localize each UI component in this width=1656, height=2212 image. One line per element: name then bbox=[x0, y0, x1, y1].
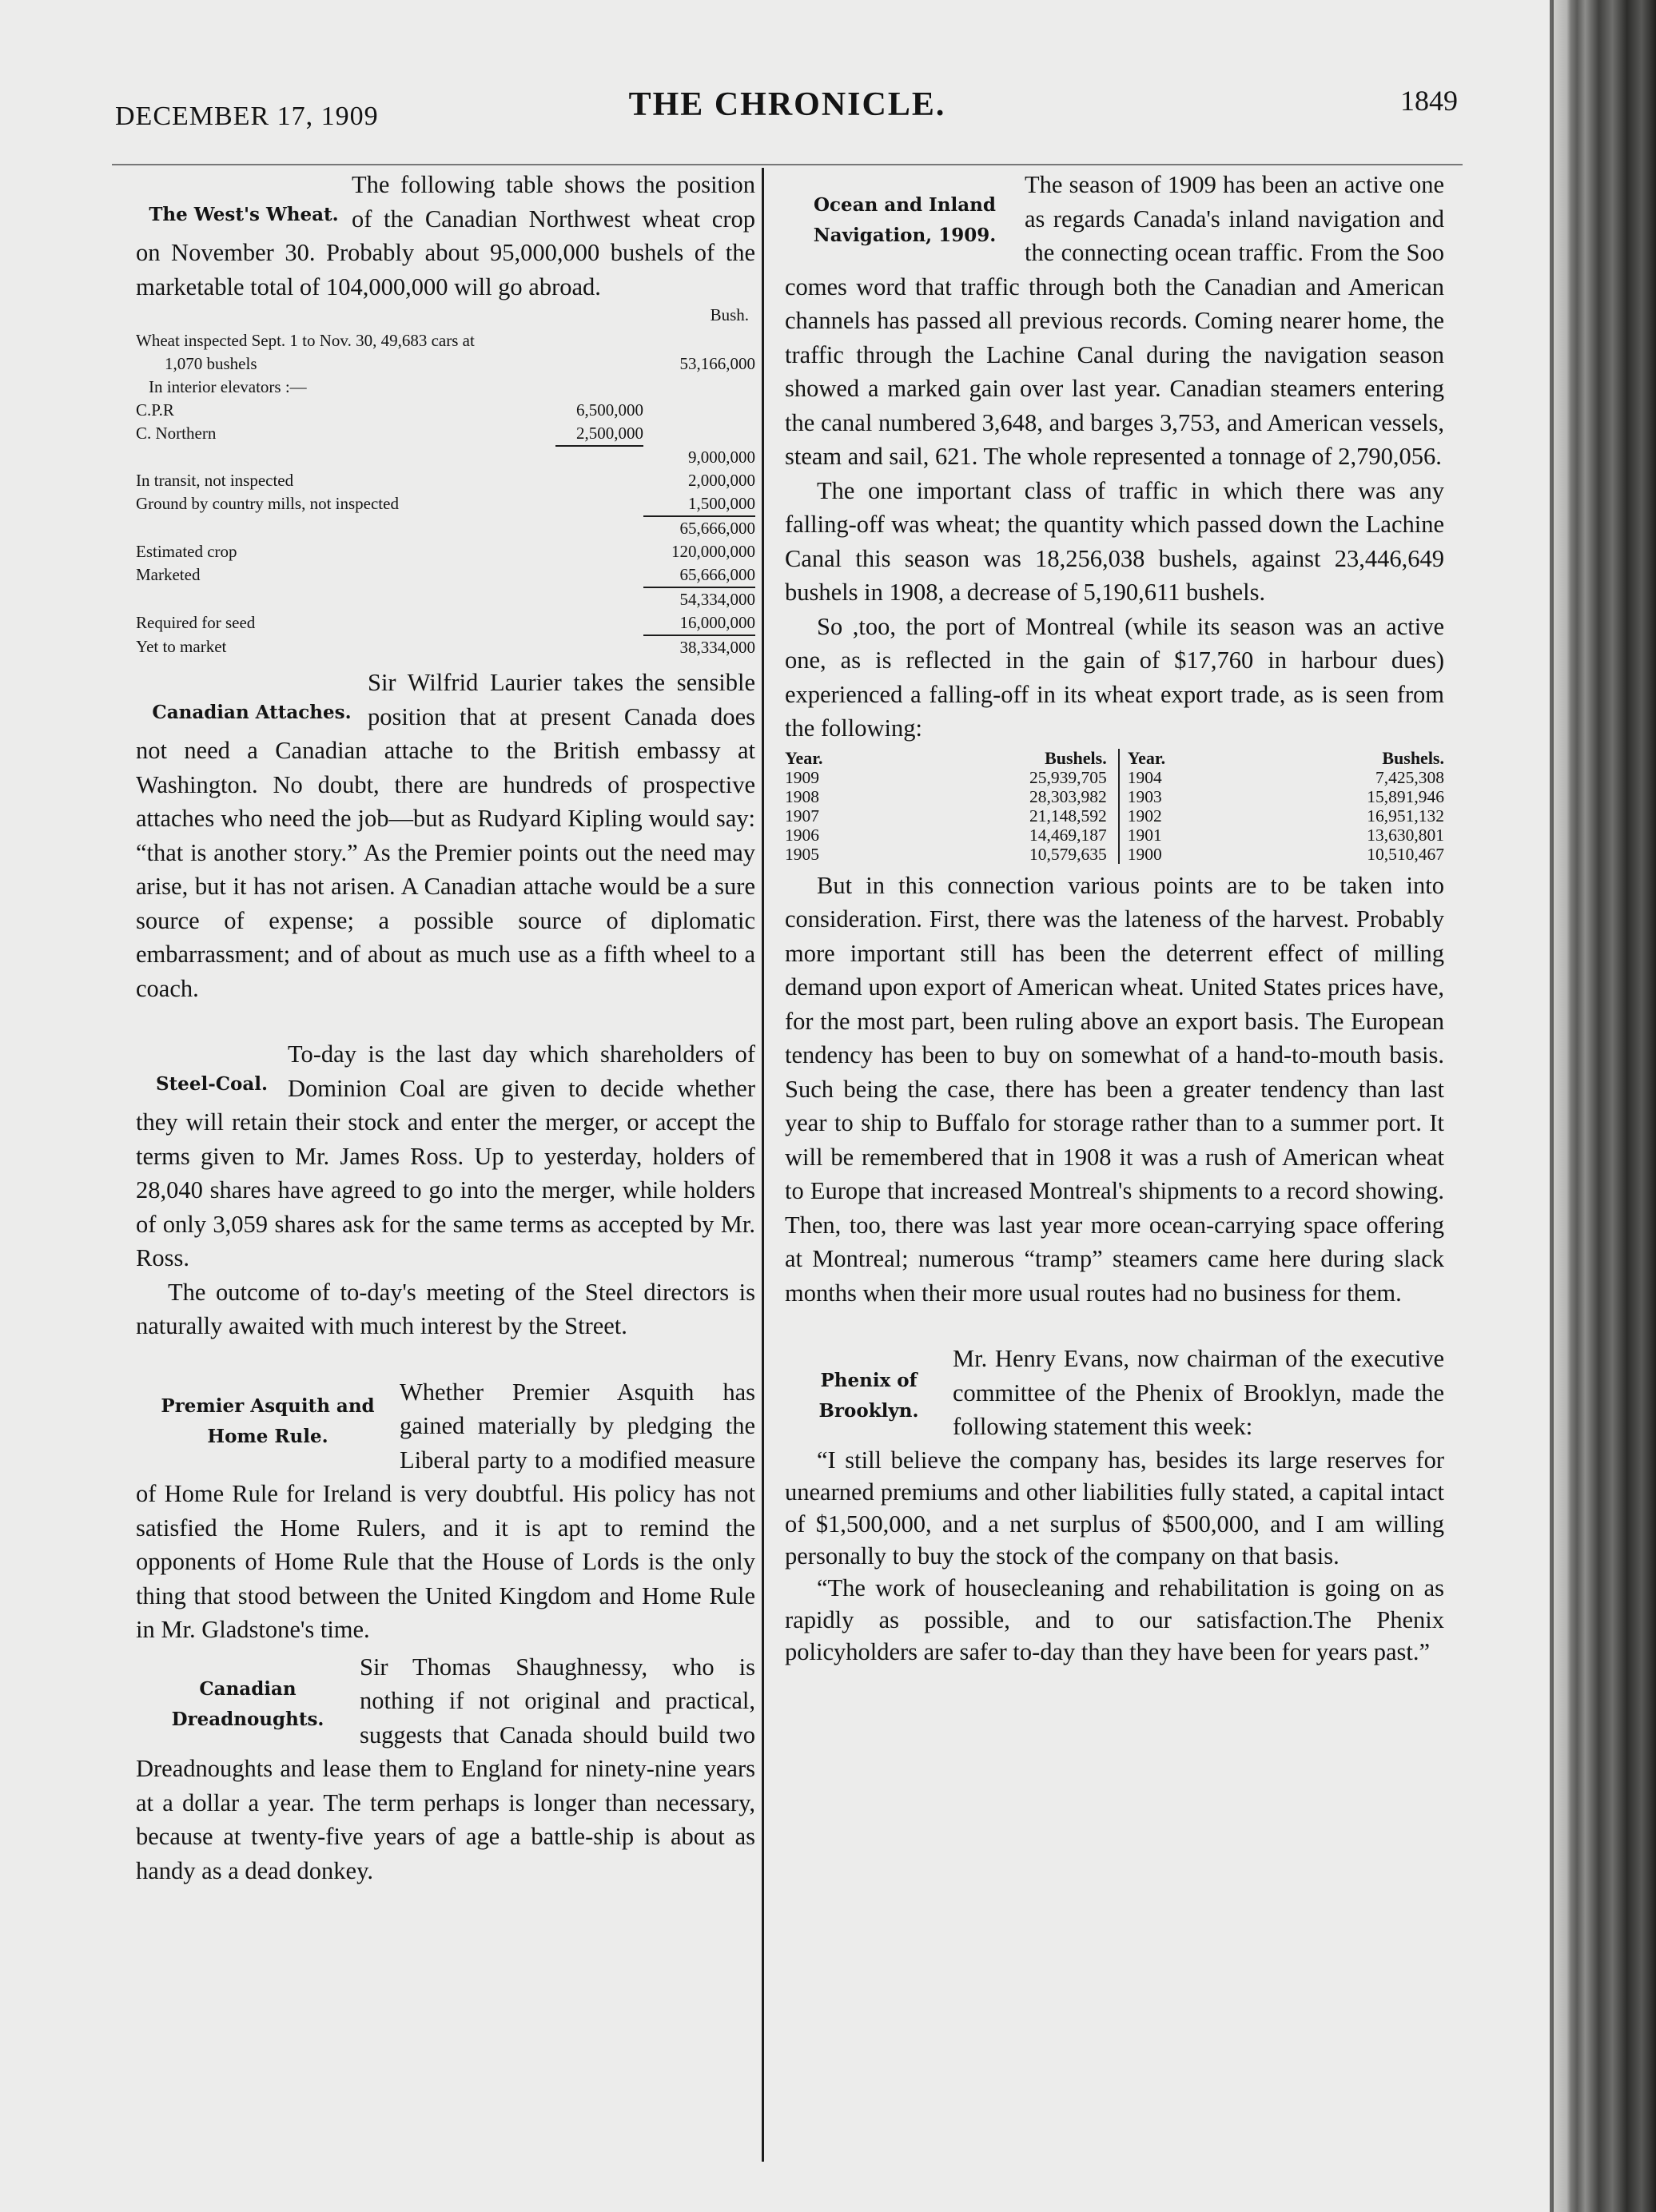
year-cell: 1904 bbox=[1127, 767, 1162, 787]
page-edge-line bbox=[1550, 0, 1554, 2212]
row-subvalue bbox=[555, 469, 643, 492]
column-header: Year. bbox=[1127, 747, 1166, 768]
year-cell: 1901 bbox=[1127, 825, 1162, 845]
header-rule bbox=[112, 164, 1463, 165]
table-row bbox=[136, 587, 755, 611]
right-column bbox=[785, 168, 1444, 1668]
table-row bbox=[136, 540, 755, 563]
bushels-cell: 7,425,308 bbox=[1375, 767, 1444, 787]
side-heading-line: Navigation, 1909. bbox=[813, 225, 997, 246]
table-row bbox=[136, 492, 755, 516]
side-heading-line: Premier Asquith and bbox=[161, 1394, 375, 1417]
row-subvalue: 2,500,000 bbox=[555, 422, 643, 446]
row-subvalue bbox=[555, 563, 643, 587]
table-row bbox=[136, 352, 755, 376]
wheat-export-table bbox=[785, 749, 1444, 864]
article-text: Mr. Henry Evans, now chairman of the executive committee of the Phenix of Brooklyn, made the following statement this week: bbox=[953, 1345, 1444, 1440]
year-cell: 1902 bbox=[1127, 806, 1162, 826]
column-header: Bushels. bbox=[885, 749, 1119, 768]
side-heading: The West's Wheat. bbox=[149, 204, 339, 225]
table-unit: Bush. bbox=[710, 305, 749, 324]
side-heading-line: Brooklyn. bbox=[818, 1400, 919, 1422]
table-row bbox=[136, 635, 755, 659]
side-heading-line: Ocean and Inland bbox=[814, 194, 996, 216]
row-label bbox=[136, 446, 555, 469]
column-divider bbox=[762, 168, 764, 2162]
year-cell: 1908 bbox=[785, 786, 819, 806]
row-label: C.P.R bbox=[136, 400, 174, 420]
publication-title: THE CHRONICLE. bbox=[628, 86, 946, 123]
year-cell: 1900 bbox=[1127, 844, 1162, 864]
bushels-cell: 10,510,467 bbox=[1367, 844, 1444, 864]
year-cell: 1903 bbox=[1127, 786, 1162, 806]
row-subvalue bbox=[555, 492, 643, 516]
table-row bbox=[785, 768, 1444, 787]
side-heading-line: Phenix of bbox=[820, 1370, 918, 1391]
row-label: In interior elevators :— bbox=[149, 377, 307, 396]
year-cell: 1909 bbox=[785, 767, 819, 787]
row-value: 65,666,000 bbox=[643, 563, 755, 587]
article-asquith-home-rule bbox=[136, 1375, 755, 1647]
bushels-cell: 15,891,946 bbox=[1367, 786, 1444, 806]
newspaper-page bbox=[112, 76, 1463, 2170]
row-subvalue bbox=[555, 611, 643, 635]
row-subvalue bbox=[555, 376, 643, 399]
row-label: In transit, not inspected bbox=[136, 471, 294, 490]
side-heading: Steel-Coal. bbox=[155, 1073, 269, 1095]
table-row bbox=[136, 469, 755, 492]
side-heading-line: Canadian bbox=[199, 1677, 297, 1700]
row-subvalue bbox=[555, 516, 643, 540]
side-heading bbox=[136, 1674, 360, 1735]
column-header: Year. bbox=[785, 747, 823, 768]
side-heading bbox=[785, 190, 1025, 251]
row-label bbox=[136, 587, 555, 611]
table-row bbox=[785, 787, 1444, 806]
column-header: Bushels. bbox=[1382, 747, 1444, 768]
row-label: Marketed bbox=[136, 565, 201, 584]
side-heading-line: Home Rule. bbox=[207, 1425, 328, 1447]
side-heading bbox=[136, 1391, 400, 1452]
year-cell: 1906 bbox=[785, 825, 819, 845]
row-value: 1,500,000 bbox=[643, 492, 755, 516]
bushels-cell: 10,579,635 bbox=[885, 845, 1119, 864]
bushels-cell: 13,630,801 bbox=[1367, 825, 1444, 845]
row-value bbox=[643, 329, 755, 352]
article-text: But in this connection various points are to be taken into consideration. First, there was the lateness of the harvest. Probably more important still has been the deterrent effect of milling demand upon export of American wheat. United States prices have, for the most part, been ruling above an export basis. The European tendency has been to buy on somewhat of a hand-to-mouth basis. Such being the case, there has been a greater tendency than last year to ship to Buffalo for storage rather than to a summer port. It will be remembered that in 1908 it was a rush of American wheat to Europe that increased Montreal's shipments to a record showing. Then, too, there was last year more ocean-carrying space offering at Montreal; numerous “tramp” steamers came here during slack months when their more usual routes had no business for them. bbox=[785, 871, 1444, 1307]
article-canadian-dreadnoughts bbox=[136, 1650, 755, 1888]
table-row bbox=[136, 516, 755, 540]
row-label: Wheat inspected Sept. 1 to Nov. 30, 49,683 cars at bbox=[136, 331, 475, 350]
table-row bbox=[136, 611, 755, 635]
row-value: 9,000,000 bbox=[688, 448, 755, 467]
row-value: 120,000,000 bbox=[671, 542, 755, 561]
quoted-statement: “The work of housecleaning and rehabilitation is going on as rapidly as possible, and to our satisfaction.The Phenix policyholders are safer to-day than they have been for years past.” bbox=[785, 1573, 1444, 1665]
bushels-cell: 25,939,705 bbox=[885, 768, 1119, 787]
row-label bbox=[136, 516, 555, 540]
bushels-cell: 14,469,187 bbox=[885, 826, 1119, 845]
row-subvalue: 6,500,000 bbox=[576, 400, 643, 420]
article-canadian-attaches bbox=[136, 666, 755, 1005]
article-text: Sir Thomas Shaughnessy, who is nothing if not original and practical, suggests that Canada should build two Dreadnoughts and lease them to England for ninety-nine years at a dollar a year. The term perhaps is longer than necessary, because at twenty-five years of age a battle-ship is about as handy as a dead donkey. bbox=[136, 1653, 755, 1884]
table-row bbox=[136, 399, 755, 422]
row-label: Yet to market bbox=[136, 637, 227, 656]
article-steel-coal bbox=[136, 1037, 755, 1343]
table-row bbox=[785, 845, 1444, 864]
article-text: The outcome of to-day's meeting of the Steel directors is naturally awaited with much interest by the Street. bbox=[136, 1278, 755, 1339]
quoted-statement: “I still believe the company has, besides its large reserves for unearned premiums and other liabilities fully stated, a capital intact of $1,500,000, and a net surplus of $500,000, and I am willing personally to buy the stock of the company on that basis. bbox=[785, 1446, 1444, 1569]
article-text: To-day is the last day which shareholders of Dominion Coal are given to decide whether they will retain their stock and enter the merger, or accept the terms given to Mr. James Ross. Up to yesterday, holders of 28,040 shares have agreed to go into the merger, while holders of only 3,059 shares ask for the same terms as accepted by Mr. Ross. bbox=[136, 1040, 755, 1271]
page-number: 1849 bbox=[1400, 85, 1458, 117]
article-ocean-navigation bbox=[785, 168, 1444, 1310]
row-value bbox=[643, 399, 755, 422]
header-date: DECEMBER 17, 1909 bbox=[115, 101, 379, 131]
article-west-wheat bbox=[136, 168, 755, 659]
row-label: Estimated crop bbox=[136, 542, 237, 561]
row-subvalue bbox=[555, 540, 643, 563]
article-phenix-brooklyn bbox=[785, 1342, 1444, 1668]
page-header bbox=[112, 76, 1463, 140]
article-text: The one important class of traffic in which there was any falling-off was wheat; the quantity which passed down the Lachine Canal this season was 18,256,038 bushels, against 23,446,649 bushels in 1908, a decrease of 5,190,611 bushels. bbox=[785, 476, 1444, 606]
bushels-cell: 28,303,982 bbox=[885, 787, 1119, 806]
bushels-cell: 16,951,132 bbox=[1367, 806, 1444, 826]
row-value: 38,334,000 bbox=[679, 638, 755, 657]
row-label: 1,070 bushels bbox=[165, 354, 257, 373]
article-text: The following table shows the position of the Canadian Northwest wheat crop on November 30. Probably about 95,000,000 bushels of the marketable total of 104,000,000 will go abroad. bbox=[136, 171, 755, 300]
table-row bbox=[136, 563, 755, 587]
side-heading: Canadian Attaches. bbox=[152, 702, 352, 723]
table-row bbox=[136, 446, 755, 469]
table-row bbox=[136, 376, 755, 399]
row-label: Required for seed bbox=[136, 613, 256, 632]
table-header-row bbox=[785, 749, 1444, 768]
article-text: Sir Wilfrid Laurier takes the sensible position that at present Canada does not need a Canadian attache to the British embassy at Washington. No doubt, there are hundreds of prospective attaches who need the job—but as Rudyard Kipling would say: “that is another story.” As the Premier points out the need may arise, but it has not arisen. A Canadian attache would be a sure source of expense; a possible source of diplomatic embarrassment; and of about as much use as a fifth wheel to a coach. bbox=[136, 669, 755, 1002]
row-subvalue bbox=[555, 587, 643, 611]
row-subvalue bbox=[555, 352, 643, 376]
row-subvalue bbox=[555, 329, 643, 352]
row-value: 65,666,000 bbox=[679, 519, 755, 538]
article-text: The season of 1909 has been an active one as regards Canada's inland navigation and the connecting ocean traffic. From the Soo comes word that traffic through both the Canadian and American channels has passed all previous records. Coming nearer home, the traffic through the Lachine Canal during the navigation season showed a marked gain over last year. Canadian steamers entering the canal numbered 3,648, and barges 3,753, and American vessels, steam and sail, 621. The whole represented a tonnage of 2,790,056. bbox=[785, 171, 1444, 470]
row-label: Ground by country mills, not inspected bbox=[136, 494, 399, 513]
book-binding-edge bbox=[1552, 0, 1656, 2212]
row-value: 2,000,000 bbox=[688, 471, 755, 490]
row-value: 53,166,000 bbox=[679, 354, 755, 373]
year-cell: 1907 bbox=[785, 806, 819, 826]
row-subvalue bbox=[555, 446, 643, 469]
row-value: 16,000,000 bbox=[643, 611, 755, 635]
year-cell: 1905 bbox=[785, 844, 819, 864]
row-value bbox=[643, 376, 755, 399]
table-row bbox=[785, 806, 1444, 826]
article-text: So ,too, the port of Montreal (while its season was an active one, as is reflected in the gain of $17,760 in harbour dues) experienced a falling-off in its wheat export trade, as is seen from the following: bbox=[785, 612, 1444, 742]
table-row bbox=[785, 826, 1444, 845]
side-heading-line: Dreadnoughts. bbox=[171, 1708, 324, 1730]
row-subvalue bbox=[555, 635, 643, 659]
row-label: C. Northern bbox=[136, 424, 217, 443]
side-heading bbox=[785, 1366, 953, 1426]
bushels-cell: 21,148,592 bbox=[885, 806, 1119, 826]
wheat-crop-table bbox=[136, 329, 755, 659]
row-value bbox=[643, 422, 755, 446]
left-column bbox=[136, 168, 755, 1888]
article-text: Whether Premier Asquith has gained materially by pledging the Liberal party to a modified measure of Home Rule for Ireland is very doubtful. His policy has not satisfied the Home Rulers, and it is apt to remind the opponents of Home Rule that the House of Lords is the only thing that stood between the United Kingdom and Home Rule in Mr. Gladstone's time. bbox=[136, 1378, 755, 1643]
row-value: 54,334,000 bbox=[679, 590, 755, 609]
table-row bbox=[136, 422, 755, 446]
table-row bbox=[136, 329, 755, 352]
